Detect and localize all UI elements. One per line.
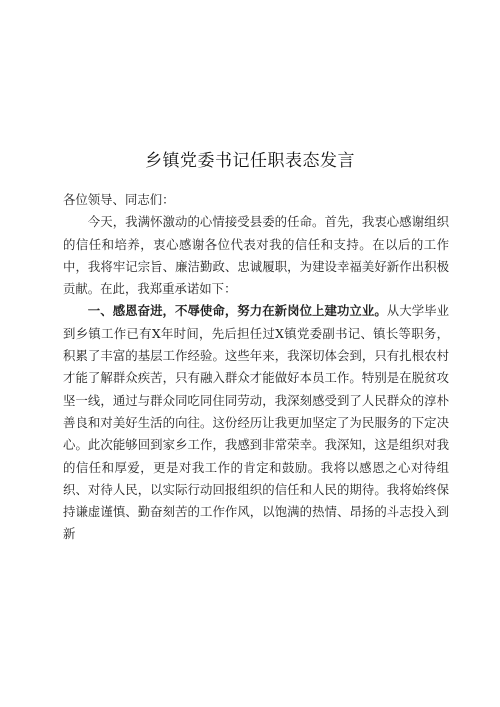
salutation: 各位领导、同志们： <box>63 192 175 207</box>
section-1-body: 从大学毕业到乡镇工作已有X年时间，先后担任过X镇党委副书记、镇长等职务，积累了丰富的基层工作经验。这些年来，我深切体会到，只有扎根农村才能了解群众疾苦，只有融入群众才能做好本员工作。特别是在脱贫攻坚一线，通过与群众同吃同住同劳动，我深刻感受到了人民群众的淳朴善良和对美好生活的向往。这份经历让我更加坚定了为民服务的下定决心。此次能够回到家乡工作，我感到非常荣幸。我深知，这是组织对我的信任和厚爱，更是对我工作的肯定和鼓励。我将以感恩之心对待组织、对待人民，以实际行动回报组织的信任和人民的期待。我将始终保持谦虚谨慎、勤奋刻苦的工作作风，以饱满的热情、昂扬的斗志投入到新 <box>63 303 450 542</box>
document-title: 乡镇党委书记任职表态发言 <box>145 151 355 171</box>
section-1-heading: 一、感恩奋进，不辱使命，努力在新岗位上建功立业。 <box>87 303 387 319</box>
paragraph-intro: 今天，我满怀激动的心情接受县委的任命。首先，我衷心感谢组织的信任和培养，衷心感谢各位代表对我的信任和支持。在以后的工作中，我将牢记宗旨、廉洁勤政、忠诚履职，为建设幸福美好新作出积极贡献。在此，我郑重承诺如下： <box>63 214 449 297</box>
paragraph-section-1 <box>63 300 449 545</box>
document-body <box>63 189 449 546</box>
